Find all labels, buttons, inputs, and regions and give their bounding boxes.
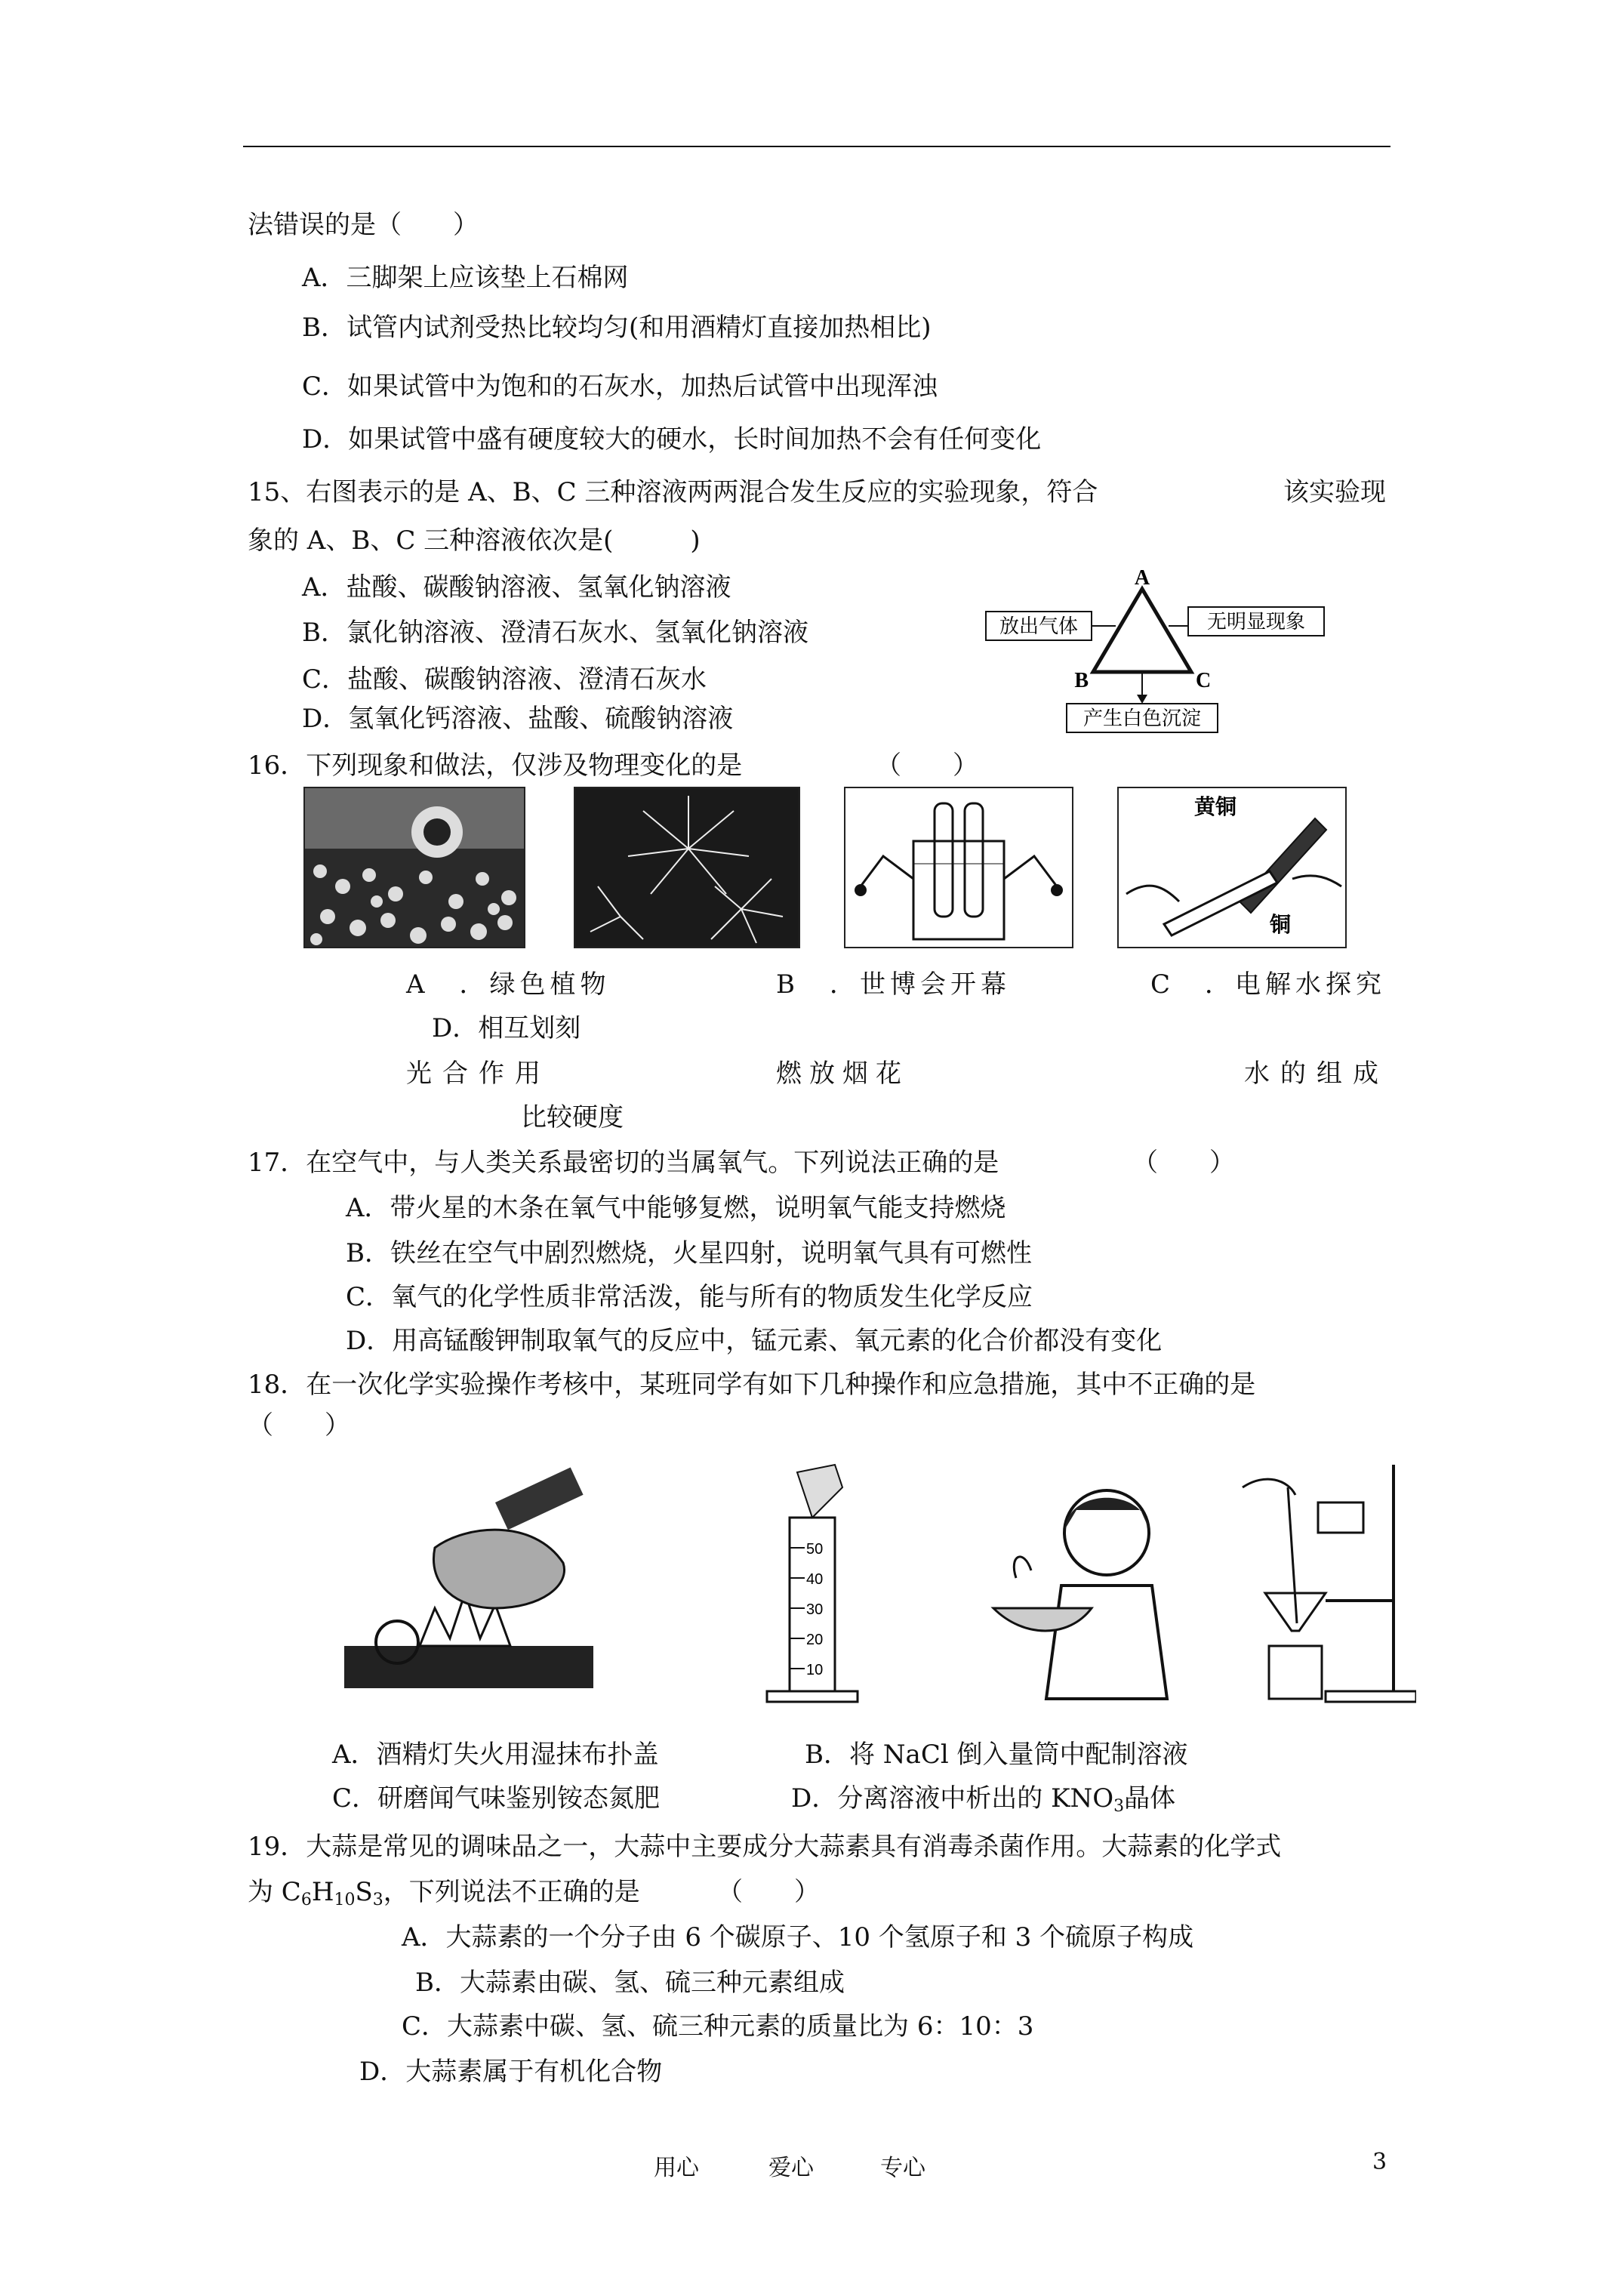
footer-word-1: 用心 bbox=[654, 2155, 699, 2181]
q19-option-d: D．大蒜素属于有机化合物 bbox=[359, 2057, 663, 2087]
q16-paren: （ ） bbox=[876, 750, 978, 781]
q19-option-b: B．大蒜素由碳、氢、硫三种元素组成 bbox=[415, 1968, 845, 1998]
page-number: 3 bbox=[1372, 2149, 1387, 2175]
reaction-triangle-diagram bbox=[981, 566, 1336, 740]
label-none: 无明显现象 bbox=[1206, 611, 1306, 633]
q18-illustrations bbox=[344, 1457, 1416, 1714]
image-alcohol-lamp-fire bbox=[344, 1468, 593, 1688]
q19-sub-sulfur: 3 bbox=[372, 1891, 383, 1909]
q16-stem: 16．下列现象和做法，仅涉及物理变化的是 bbox=[248, 750, 743, 781]
q16-caption-c2: 水的组成 bbox=[1244, 1059, 1389, 1089]
triangle-shape bbox=[1093, 589, 1191, 672]
q17-option-d: D．用高锰酸钾制取氧气的反应中，锰元素、氧元素的化合价都没有变化 bbox=[346, 1326, 1163, 1356]
q15-option-a: A．盐酸、碳酸钠溶液、氢氧化钠溶液 bbox=[302, 572, 731, 603]
q15-stem-1b: 该实验现 bbox=[1283, 477, 1386, 507]
arrow-head bbox=[1137, 695, 1147, 704]
q19-option-c: C．大蒜素中碳、氢、硫三种元素的质量比为 6：10：3 bbox=[402, 2011, 1034, 2042]
image-electrolysis bbox=[844, 787, 1073, 948]
q15-option-d: D．氢氧化钙溶液、盐酸、硫酸钠溶液 bbox=[302, 704, 734, 734]
q19-stem: 19．大蒜是常见的调味品之一，大蒜中主要成分大蒜素具有消毒杀菌作用。大蒜素的化学式 bbox=[248, 1832, 1282, 1862]
q16-caption-a2: 光合作用 bbox=[406, 1059, 551, 1089]
sunflowers-illustration bbox=[305, 788, 524, 947]
q17-option-c: C．氧气的化学性质非常活泼，能与所有的物质发生化学反应 bbox=[346, 1282, 1033, 1312]
q16-caption-b2: 燃放烟花 bbox=[776, 1059, 909, 1089]
q14-option-c: C．如果试管中为饱和的石灰水，加热后试管中出现浑浊 bbox=[302, 371, 938, 402]
q18-option-d-pre: D．分离溶液中析出的 KNO bbox=[791, 1783, 1114, 1814]
image-boy-grinding bbox=[993, 1490, 1167, 1699]
label-precipitate: 产生白色沉淀 bbox=[1083, 707, 1202, 730]
q17-paren: （ ） bbox=[1132, 1148, 1235, 1178]
q15-option-c: C．盐酸、碳酸钠溶液、澄清石灰水 bbox=[302, 664, 707, 695]
q19-sulfur: S bbox=[355, 1877, 373, 1907]
tick-20: 20 bbox=[806, 1632, 824, 1648]
q14-option-a: A．三脚架上应该垫上石棉网 bbox=[302, 263, 629, 293]
q19-option-a: A．大蒜素的一个分子由 6 个碳原子、10 个氢原子和 3 个硫原子构成 bbox=[402, 1922, 1194, 1952]
q19-paren: （ ） bbox=[717, 1877, 820, 1907]
q18-option-a: A．酒精灯失火用湿抹布扑盖 bbox=[332, 1740, 659, 1770]
q16-caption-d2: 比较硬度 bbox=[521, 1102, 624, 1133]
fireworks-illustration bbox=[575, 788, 799, 947]
q18-option-d bbox=[791, 1782, 1175, 1823]
vertex-b: B bbox=[1074, 669, 1089, 692]
q16-caption-b1: B ．世博会开幕 bbox=[776, 969, 1011, 1000]
tick-30: 30 bbox=[806, 1601, 824, 1618]
label-copper: 铜 bbox=[1270, 912, 1292, 937]
q17-stem: 17．在空气中，与人类关系最密切的当属氧气。下列说法正确的是 bbox=[248, 1148, 999, 1178]
q15-stem-2: 象的 A、B、C 三种溶液依次是( ) bbox=[248, 525, 701, 556]
q14-stem: 法错误的是（ ） bbox=[248, 210, 479, 240]
tick-10: 10 bbox=[806, 1662, 824, 1678]
q19-sub-hydrogen: 10 bbox=[334, 1891, 356, 1909]
q14-option-b: B．试管内试剂受热比较均匀(和用酒精灯直接加热相比) bbox=[302, 313, 932, 343]
q18-option-d-sub: 3 bbox=[1113, 1797, 1125, 1816]
image-measuring-cylinder bbox=[767, 1465, 858, 1702]
q19-hydrogen: H bbox=[311, 1877, 334, 1907]
scratch-test-illustration bbox=[1119, 788, 1345, 947]
q16-caption-a1: A ．绿色植物 bbox=[406, 969, 611, 1000]
q18-option-d-post: 晶体 bbox=[1124, 1783, 1176, 1814]
footer-word-2: 爱心 bbox=[768, 2155, 814, 2181]
tick-40: 40 bbox=[806, 1571, 824, 1588]
q16-caption-c1: C ．电解水探究 bbox=[1150, 969, 1387, 1000]
q18-stem: 18．在一次化学实验操作考核中，某班同学有如下几种操作和应急措施，其中不正确的是 bbox=[248, 1370, 1256, 1400]
image-filtration bbox=[1243, 1465, 1416, 1702]
vertex-a: A bbox=[1134, 566, 1150, 590]
q19-sub-carbon: 6 bbox=[300, 1891, 312, 1909]
q19-formula-post: ，下列说法不正确的是 bbox=[383, 1877, 640, 1907]
q18-option-c: C．研磨闻气味鉴别铵态氮肥 bbox=[332, 1783, 661, 1814]
q18-paren: （ ） bbox=[248, 1410, 350, 1441]
q14-option-d: D．如果试管中盛有硬度较大的硬水，长时间加热不会有任何变化 bbox=[302, 424, 1042, 455]
q17-option-a: A．带火星的木条在氧气中能够复燃，说明氧气能支持燃烧 bbox=[346, 1193, 1006, 1223]
q16-caption-d1: D．相互划刻 bbox=[432, 1013, 581, 1043]
tick-50: 50 bbox=[806, 1541, 824, 1558]
header-rule bbox=[243, 146, 1390, 147]
vertex-c: C bbox=[1196, 669, 1212, 692]
q19-formula-pre: 为 C bbox=[248, 1877, 301, 1907]
q19-formula-line bbox=[248, 1875, 640, 1917]
q17-option-b: B．铁丝在空气中剧烈燃烧，火星四射，说明氧气具有可燃性 bbox=[346, 1238, 1032, 1268]
electrolysis-illustration bbox=[845, 788, 1072, 947]
label-gas: 放出气体 bbox=[999, 615, 1079, 638]
q15-stem-1a: 15、右图表示的是 A、B、C 三种溶液两两混合发生反应的实验现象，符合 bbox=[248, 477, 1098, 507]
footer-word-3: 专心 bbox=[880, 2155, 925, 2181]
image-scratch-test bbox=[1117, 787, 1347, 948]
q18-option-b: B．将 NaCl 倒入量筒中配制溶液 bbox=[805, 1740, 1188, 1770]
label-brass: 黄铜 bbox=[1194, 794, 1237, 819]
q15-option-b: B．氯化钠溶液、澄清石灰水、氢氧化钠溶液 bbox=[302, 618, 808, 648]
image-sunflowers bbox=[303, 787, 525, 948]
image-fireworks bbox=[574, 787, 800, 948]
